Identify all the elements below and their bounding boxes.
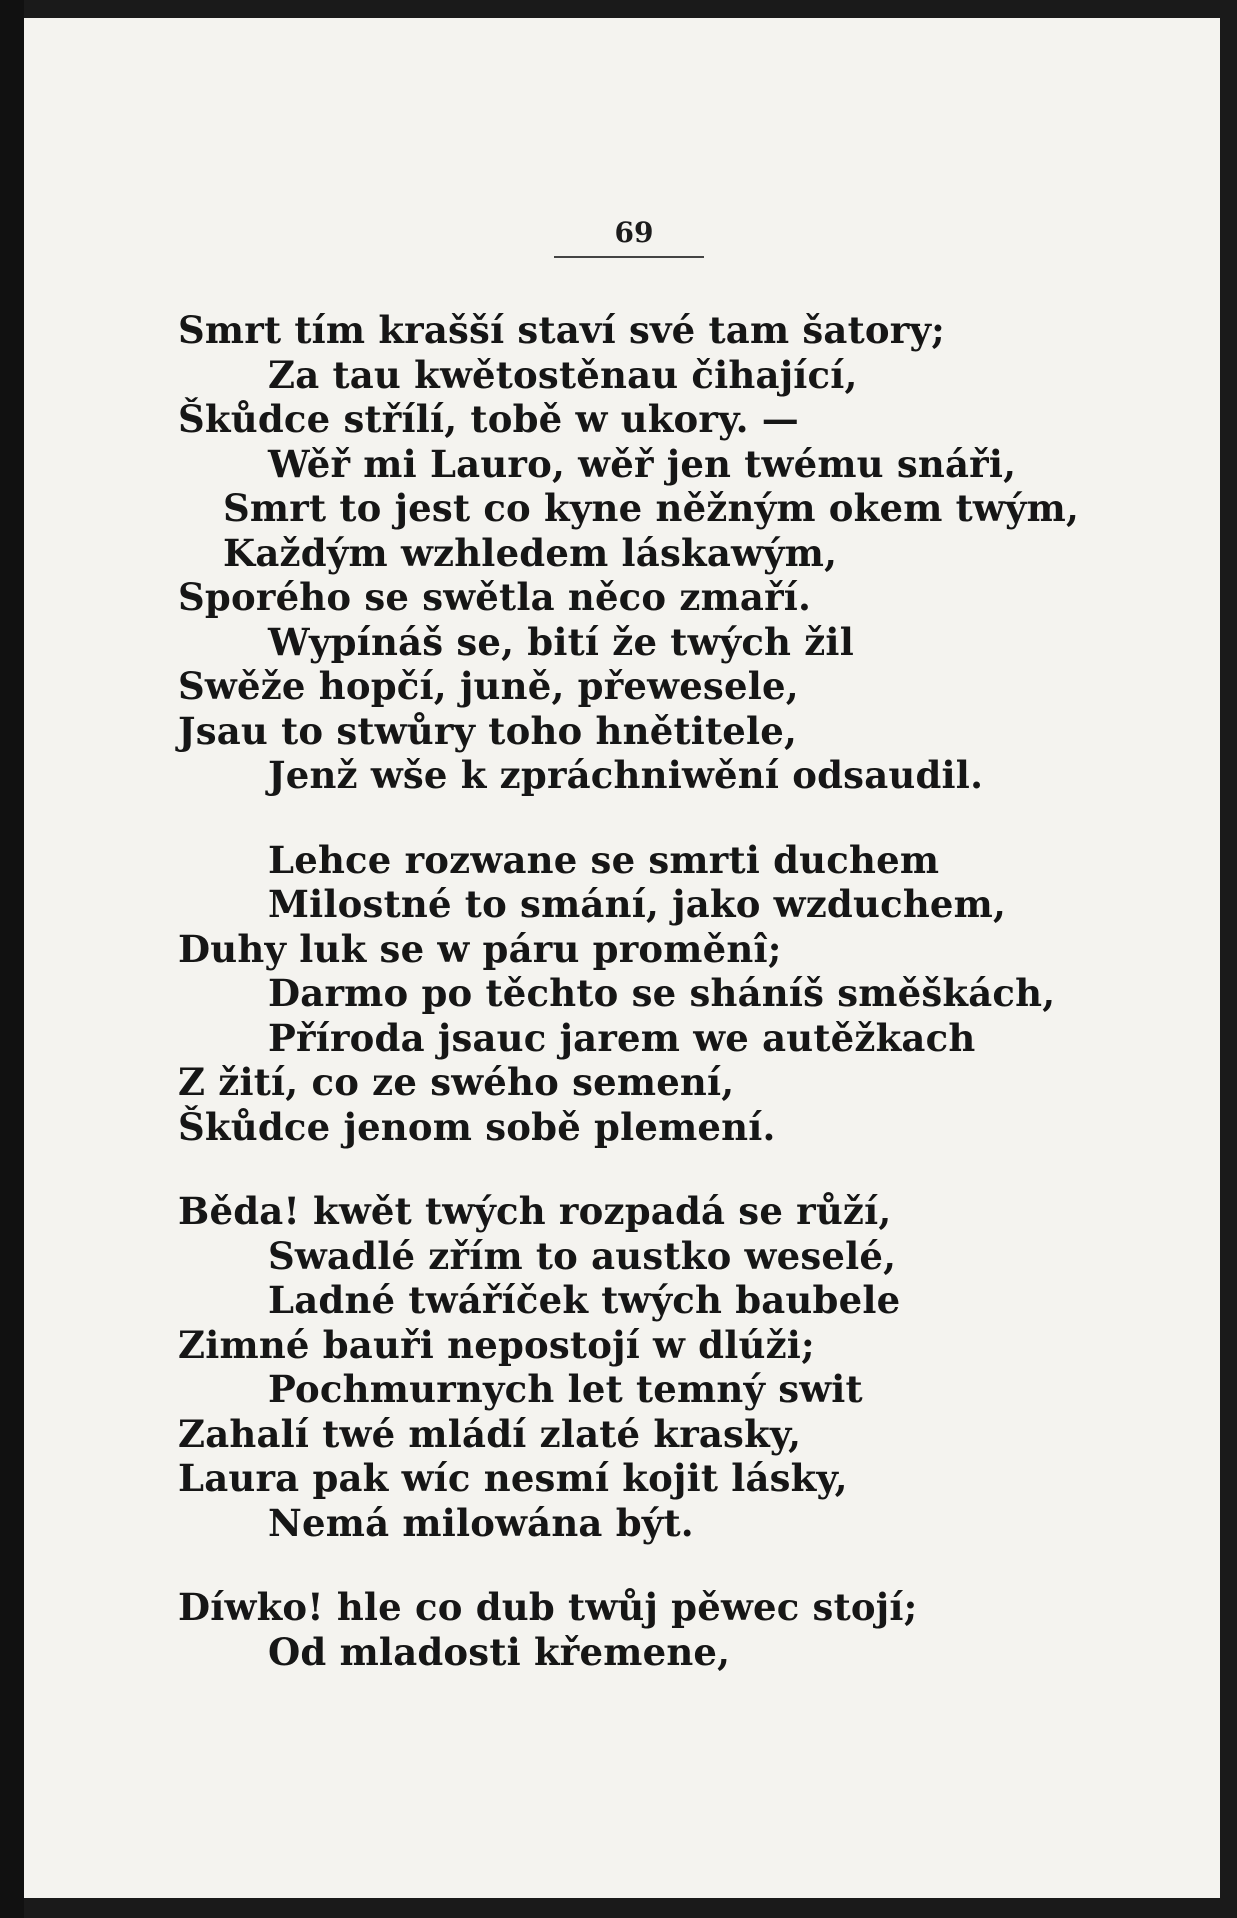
page-edge-shadow <box>0 0 24 1918</box>
poem-line: Darmo po těchto se sháníš směškách, <box>268 971 1056 1015</box>
page-number: 69 <box>614 216 654 249</box>
poem-body <box>178 308 1078 1674</box>
stanza-gap <box>178 1545 1078 1585</box>
header-rule <box>554 256 704 258</box>
poem-line: Pochmurnych let temný swit <box>268 1367 863 1411</box>
poem-line: Běda! kwět twých rozpadá se růží, <box>178 1189 892 1233</box>
poem-line: Každým wzhledem láskawým, <box>223 530 838 575</box>
poem-line: Wěř mi Lauro, wěř jen twému snáři, <box>268 441 1017 486</box>
poem-line: Smrt to jest co kyne něžným okem twým, <box>223 486 1080 530</box>
poem-line: Díwko! hle co dub twůj pěwec stojí; <box>178 1585 918 1629</box>
stanza-gap <box>178 1149 1078 1189</box>
poem-line: Milostné to smání, jako wzduchem, <box>268 882 1007 926</box>
poem-line: Nemá milowána být. <box>268 1500 694 1545</box>
poem-line: Swadlé zřím to austko weselé, <box>268 1233 897 1278</box>
poem-line: Jenž wše k zpráchniwění odsaudil. <box>268 753 984 797</box>
poem-line: Za tau kwětostěnau čihající, <box>268 352 858 397</box>
poem-line: Jsau to stwůry toho hnětitele, <box>178 708 798 753</box>
poem-line: Škůdce jenom sobě plemení. <box>178 1104 776 1149</box>
stanza <box>178 838 1078 1150</box>
poem-line: Zahalí twé mládí zlaté krasky, <box>178 1411 802 1456</box>
poem-line: Ladné twáříček twých baubele <box>268 1278 901 1322</box>
poem-line: Swěže hopčí, juně, přewesele, <box>178 664 799 708</box>
stanza <box>178 1189 1078 1545</box>
stanza <box>178 308 1078 798</box>
poem-line: Škůdce střílí, tobě w ukory. — <box>178 397 799 441</box>
poem-line: Zimné bauři nepostojí w dlúži; <box>178 1322 815 1367</box>
poem-line: Smrt tím krašší staví své tam šatory; <box>178 308 946 352</box>
poem-line: Z žití, co ze swého semení, <box>178 1060 735 1104</box>
poem-line: Laura pak wíc nesmí kojit lásky, <box>178 1456 848 1500</box>
stanza <box>178 1585 1078 1674</box>
poem-line: Příroda jsauc jarem we autěžkach <box>268 1015 976 1060</box>
poem-line: Duhy luk se w páru proměnî; <box>178 926 782 971</box>
poem-line: Lehce rozwane se smrti duchem <box>268 837 940 882</box>
poem-line: Od mladosti křemene, <box>268 1629 731 1674</box>
poem-line: Wypínáš se, bití že twých žil <box>268 619 854 664</box>
book-page <box>24 18 1220 1898</box>
poem-line: Sporého se swětla něco zmaří. <box>178 575 812 619</box>
stanza-gap <box>178 798 1078 838</box>
